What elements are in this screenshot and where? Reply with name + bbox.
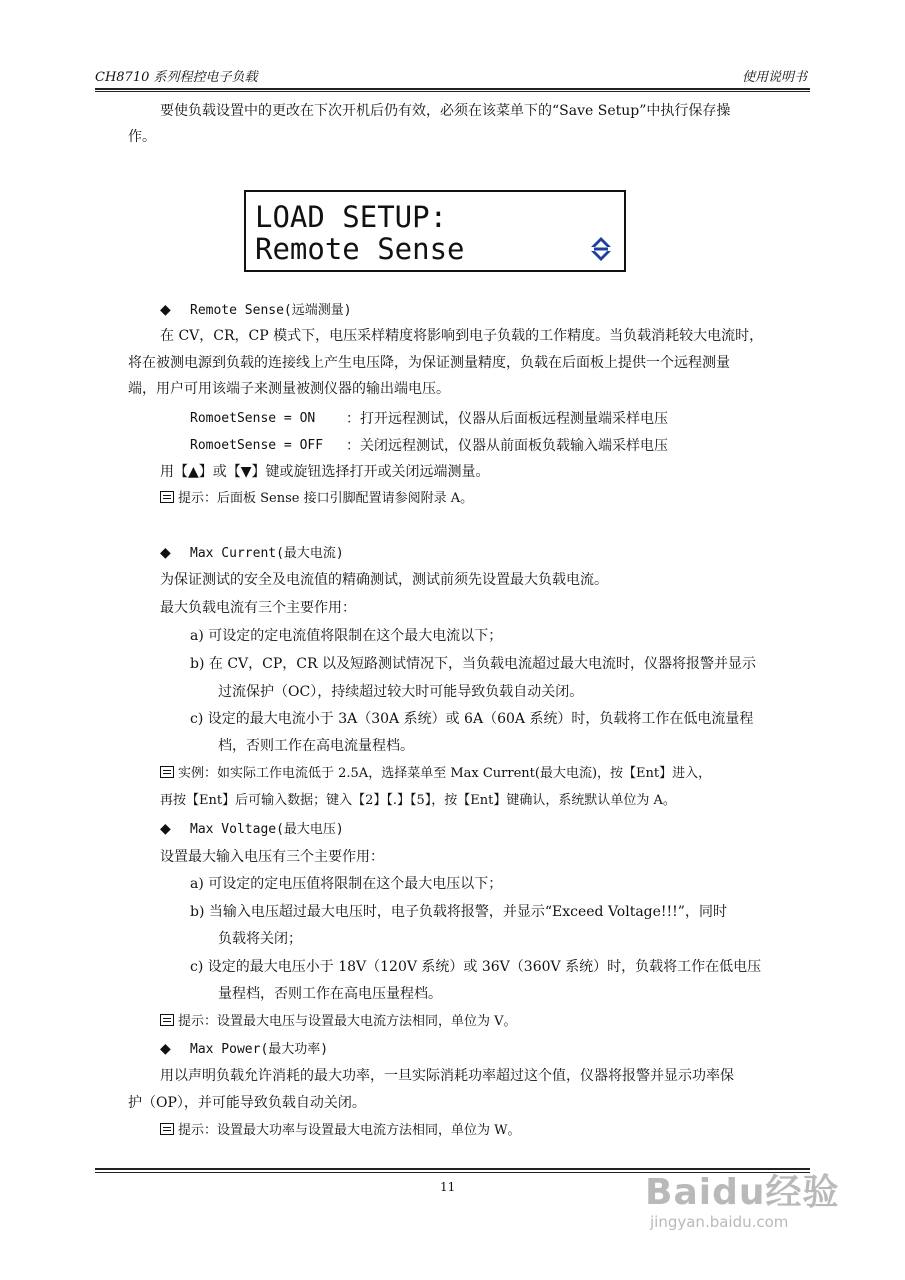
max-voltage-item-c-1: c) 设定的最大电压小于 18V（120V 系统）或 36V（360V 系统）时，负载将工作在低电压: [190, 959, 762, 975]
max-current-title: Max Current(最大电流): [190, 546, 344, 561]
header-title: CH8710 系列程控电子负载: [95, 70, 258, 85]
bullet-icon: ◆: [160, 821, 171, 837]
remote-on-desc: ：打开远程测试，仪器从后面板远程测量端采样电压: [346, 411, 668, 427]
max-voltage-item-a: a) 可设定的定电压值将限制在这个最大电压以下；: [190, 876, 503, 892]
max-voltage-para-1: 设置最大输入电压有三个主要作用：: [160, 849, 384, 865]
remote-keys-text: 用【▲】或【▼】键或旋钮选择打开或关闭远端测量。: [160, 464, 490, 480]
max-voltage-tip: [160, 1012, 517, 1032]
baidu-watermark-url: jingyan.baidu.com: [650, 1213, 789, 1231]
note-icon: [160, 491, 174, 503]
header-doc-type: 使用说明书: [741, 70, 807, 85]
remote-off-desc: ：关闭远程测试，仪器从前面板负载输入端采样电压: [346, 438, 668, 454]
note-icon: [160, 1123, 174, 1135]
note-icon: [160, 1014, 174, 1026]
max-power-title: Max Power(最大功率): [190, 1042, 329, 1057]
header-rule-thin: [95, 91, 810, 92]
intro-line-2: 作。: [128, 129, 156, 145]
note-icon: [160, 766, 174, 778]
intro-line-1: 要使负载设置中的更改在下次开机后仍有效，必须在该菜单下的“Save Setup”中执行保存操: [160, 103, 731, 119]
max-current-item-c-1: c) 设定的最大电流小于 3A（30A 系统）或 6A（60A 系统）时，负载将工作在低电流量程: [190, 711, 754, 727]
max-current-example: [160, 764, 711, 784]
bullet-icon: ◆: [160, 302, 171, 318]
remote-sense-heading: [160, 300, 352, 321]
max-voltage-heading: [160, 819, 344, 840]
remote-tip: [160, 489, 473, 509]
max-current-heading: [160, 543, 344, 564]
bullet-icon: ◆: [160, 545, 171, 561]
max-power-para-1: 用以声明负载允许消耗的最大功率，一旦实际消耗功率超过这个值，仪器将报警并显示功率保: [160, 1068, 734, 1084]
remote-para-1: 在 CV，CR，CP 模式下，电压采样精度将影响到电子负载的工作精度。当负载消耗较大电流时，: [160, 328, 764, 344]
max-voltage-tip-text: 提示：设置最大电压与设置最大电流方法相同，单位为 V。: [178, 1014, 517, 1029]
remote-on-code: RomoetSense = ON: [190, 411, 316, 426]
max-power-tip-text: 提示：设置最大功率与设置最大电流方法相同，单位为 W。: [178, 1123, 521, 1138]
remote-sense-title: Remote Sense(远端测量): [190, 303, 352, 318]
max-current-item-c-2: 档，否则工作在高电流量程档。: [218, 738, 414, 754]
bullet-icon: ◆: [160, 1041, 171, 1057]
lcd-line-2: Remote Sense: [255, 232, 465, 266]
header-rule: [95, 88, 810, 90]
remote-tip-text: 提示：后面板 Sense 接口引脚配置请参阅附录 A。: [178, 491, 474, 506]
page-number: 11: [440, 1180, 456, 1194]
max-current-item-a: a) 可设定的定电流值将限制在这个最大电流以下；: [190, 628, 503, 644]
max-voltage-item-b-2: 负载将关闭；: [218, 931, 302, 947]
remote-para-3: 端，用户可用该端子来测量被测仪器的输出端电压。: [128, 381, 450, 397]
max-power-tip: [160, 1121, 521, 1141]
max-voltage-title: Max Voltage(最大电压): [190, 822, 344, 837]
max-current-example-1: 实例：如实际工作电流低于 2.5A，选择菜单至 Max Current(最大电流)，按【Ent】进入，: [178, 766, 712, 781]
max-current-item-b-2: 过流保护（OC），持续超过较大时可能导致负载自动关闭。: [218, 684, 584, 700]
max-power-para-2: 护（OP），并可能导致负载自动关闭。: [128, 1095, 366, 1111]
max-current-para-1: 为保证测试的安全及电流值的精确测试，测试前须先设置最大负载电流。: [160, 572, 608, 588]
max-voltage-item-c-2: 量程档，否则工作在高电压量程档。: [218, 986, 442, 1002]
remote-para-2: 将在被测电源到负载的连接线上产生电压降，为保证测量精度，负载在后面板上提供一个远程测量: [128, 355, 730, 371]
max-current-item-b-1: b) 在 CV，CP，CR 以及短路测试情况下，当负载电流超过最大电流时，仪器将报警并显示: [190, 656, 756, 672]
baidu-watermark-logo: Baidu经验: [645, 1172, 840, 1213]
remote-off-code: RomoetSense = OFF: [190, 438, 324, 453]
max-power-heading: [160, 1039, 328, 1060]
lcd-display: [244, 190, 626, 272]
max-voltage-item-b-1: b) 当输入电压超过最大电压时，电子负载将报警，并显示“Exceed Voltage!!!”，同时: [190, 904, 727, 920]
up-down-arrow-icon: [590, 236, 612, 262]
max-current-para-2: 最大负载电流有三个主要作用：: [160, 600, 356, 616]
lcd-line-1: LOAD SETUP:: [255, 200, 448, 234]
max-current-example-2: 再按【Ent】后可输入数据；键入【2】【.】【5】，按【Ent】键确认，系统默认单位为 A。: [160, 793, 676, 808]
